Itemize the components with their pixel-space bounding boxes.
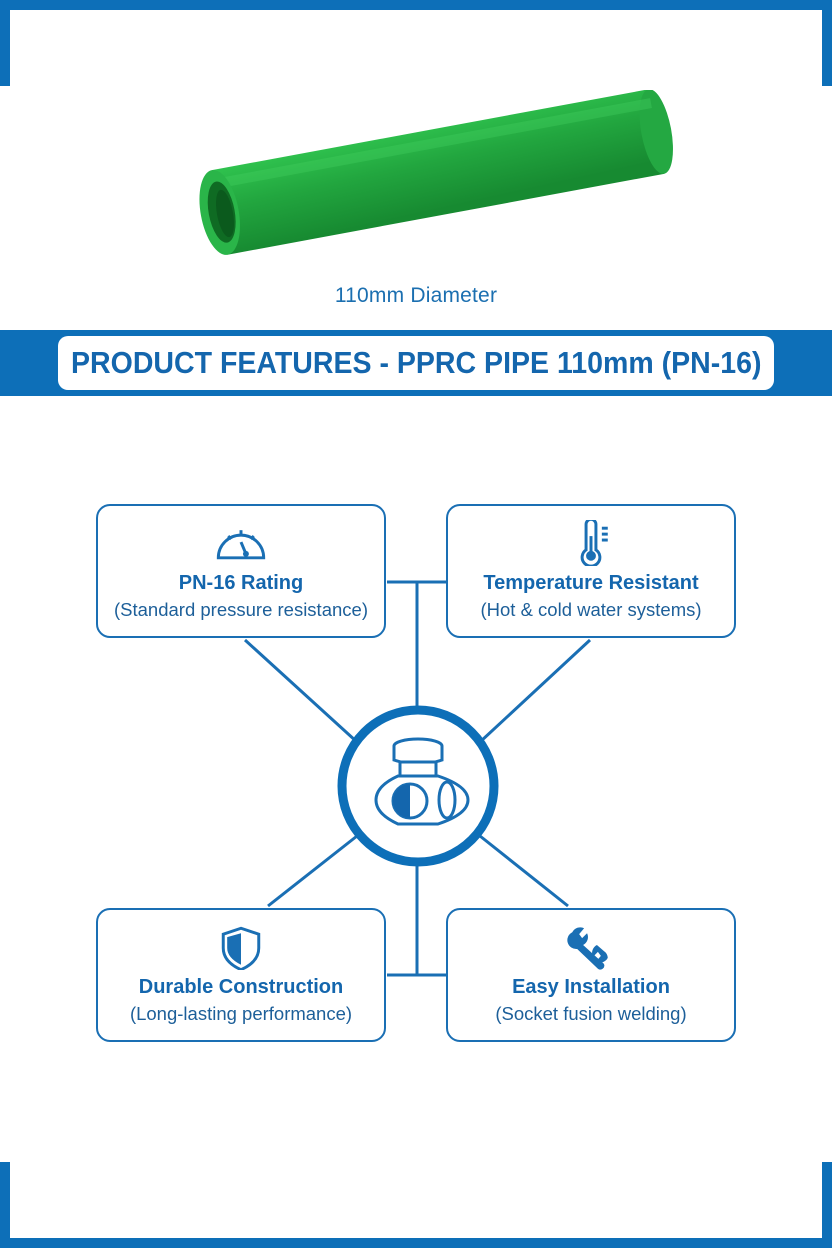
feature-title: PN-16 Rating <box>178 572 304 594</box>
feature-card-pn16 <box>96 504 386 638</box>
feature-title: Temperature Resistant <box>483 572 699 594</box>
feature-title: Durable Construction <box>138 976 344 998</box>
connector-bottom-right <box>480 836 568 906</box>
connector-bottom-left <box>268 836 357 906</box>
feature-subtitle: (Standard pressure resistance) <box>114 599 368 620</box>
feature-subtitle: (Long-lasting performance) <box>129 1003 353 1024</box>
page-title: PRODUCT FEATURES - PPRC PIPE 110mm (PN-16) <box>70 345 762 380</box>
thermometer-icon <box>448 520 734 566</box>
feature-subtitle: (Socket fusion welding) <box>495 1003 687 1024</box>
connector-top-right <box>480 640 590 742</box>
pressure-gauge-icon <box>98 520 384 566</box>
feature-title: Easy Installation <box>512 976 670 998</box>
wrench-icon <box>448 924 734 970</box>
connector-top-left <box>245 640 357 742</box>
feature-card-durable <box>96 908 386 1042</box>
feature-card-installation <box>446 908 736 1042</box>
shield-icon <box>98 924 384 970</box>
feature-card-temperature <box>446 504 736 638</box>
feature-subtitle: (Hot & cold water systems) <box>480 599 702 620</box>
pipe-diameter-caption: 110mm Diameter <box>334 284 498 307</box>
